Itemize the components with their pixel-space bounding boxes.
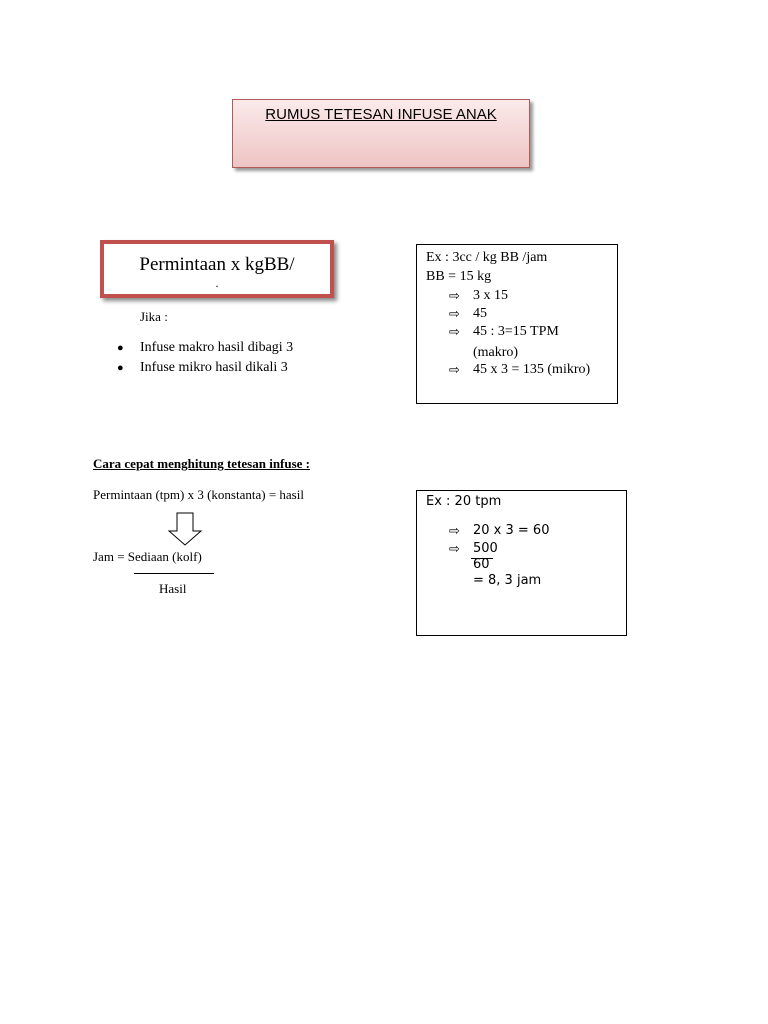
formula-box [100, 240, 334, 298]
fraction-line [134, 573, 214, 574]
bullet-icon: ● [117, 342, 124, 354]
hasil-label: Hasil [159, 581, 187, 596]
quick-formula: Permintaan (tpm) x 3 (konstanta) = hasil [93, 487, 304, 502]
example2-step: 60 [473, 557, 490, 572]
arrow-right-icon: ⇨ [449, 306, 460, 321]
example2-step: 500 [473, 541, 498, 556]
example1-step: (makro) [473, 345, 519, 360]
formula-text: Permintaan x kgBB/ [139, 254, 295, 275]
title-box [232, 99, 530, 168]
example1-step: 45 : 3=15 TPM [473, 324, 559, 339]
arrow-right-icon: ⇨ [449, 523, 460, 538]
example-box-2 [416, 490, 627, 636]
formula-dot: . [215, 276, 219, 290]
example2-step: 20 x 3 = 60 [473, 523, 550, 538]
jika-label: Jika : [140, 309, 168, 324]
page-title: RUMUS TETESAN INFUSE ANAK [265, 106, 497, 123]
example2-line1: Ex : 20 tpm [426, 494, 502, 509]
arrow-right-icon: ⇨ [449, 541, 460, 556]
example1-step: 45 [473, 306, 487, 321]
bullet-item: Infuse makro hasil dibagi 3 [140, 340, 294, 355]
arrow-right-icon: ⇨ [449, 324, 460, 339]
bullet-item: Infuse mikro hasil dikali 3 [140, 360, 288, 375]
jam-formula: Jam = Sediaan (kolf) [93, 549, 202, 564]
example1-step: 45 x 3 = 135 (mikro) [473, 362, 591, 377]
example-box-1 [416, 244, 618, 404]
arrow-right-icon: ⇨ [449, 288, 460, 303]
example1-line2: BB = 15 kg [426, 269, 492, 284]
example1-line1: Ex : 3cc / kg BB /jam [426, 250, 548, 265]
bullet-icon: ● [117, 362, 124, 374]
quick-heading: Cara cepat menghitung tetesan infuse : [93, 456, 311, 471]
down-arrow-icon [168, 512, 204, 546]
arrow-right-icon: ⇨ [449, 362, 460, 377]
example1-step: 3 x 15 [473, 288, 508, 303]
example2-step: = 8, 3 jam [473, 573, 542, 588]
